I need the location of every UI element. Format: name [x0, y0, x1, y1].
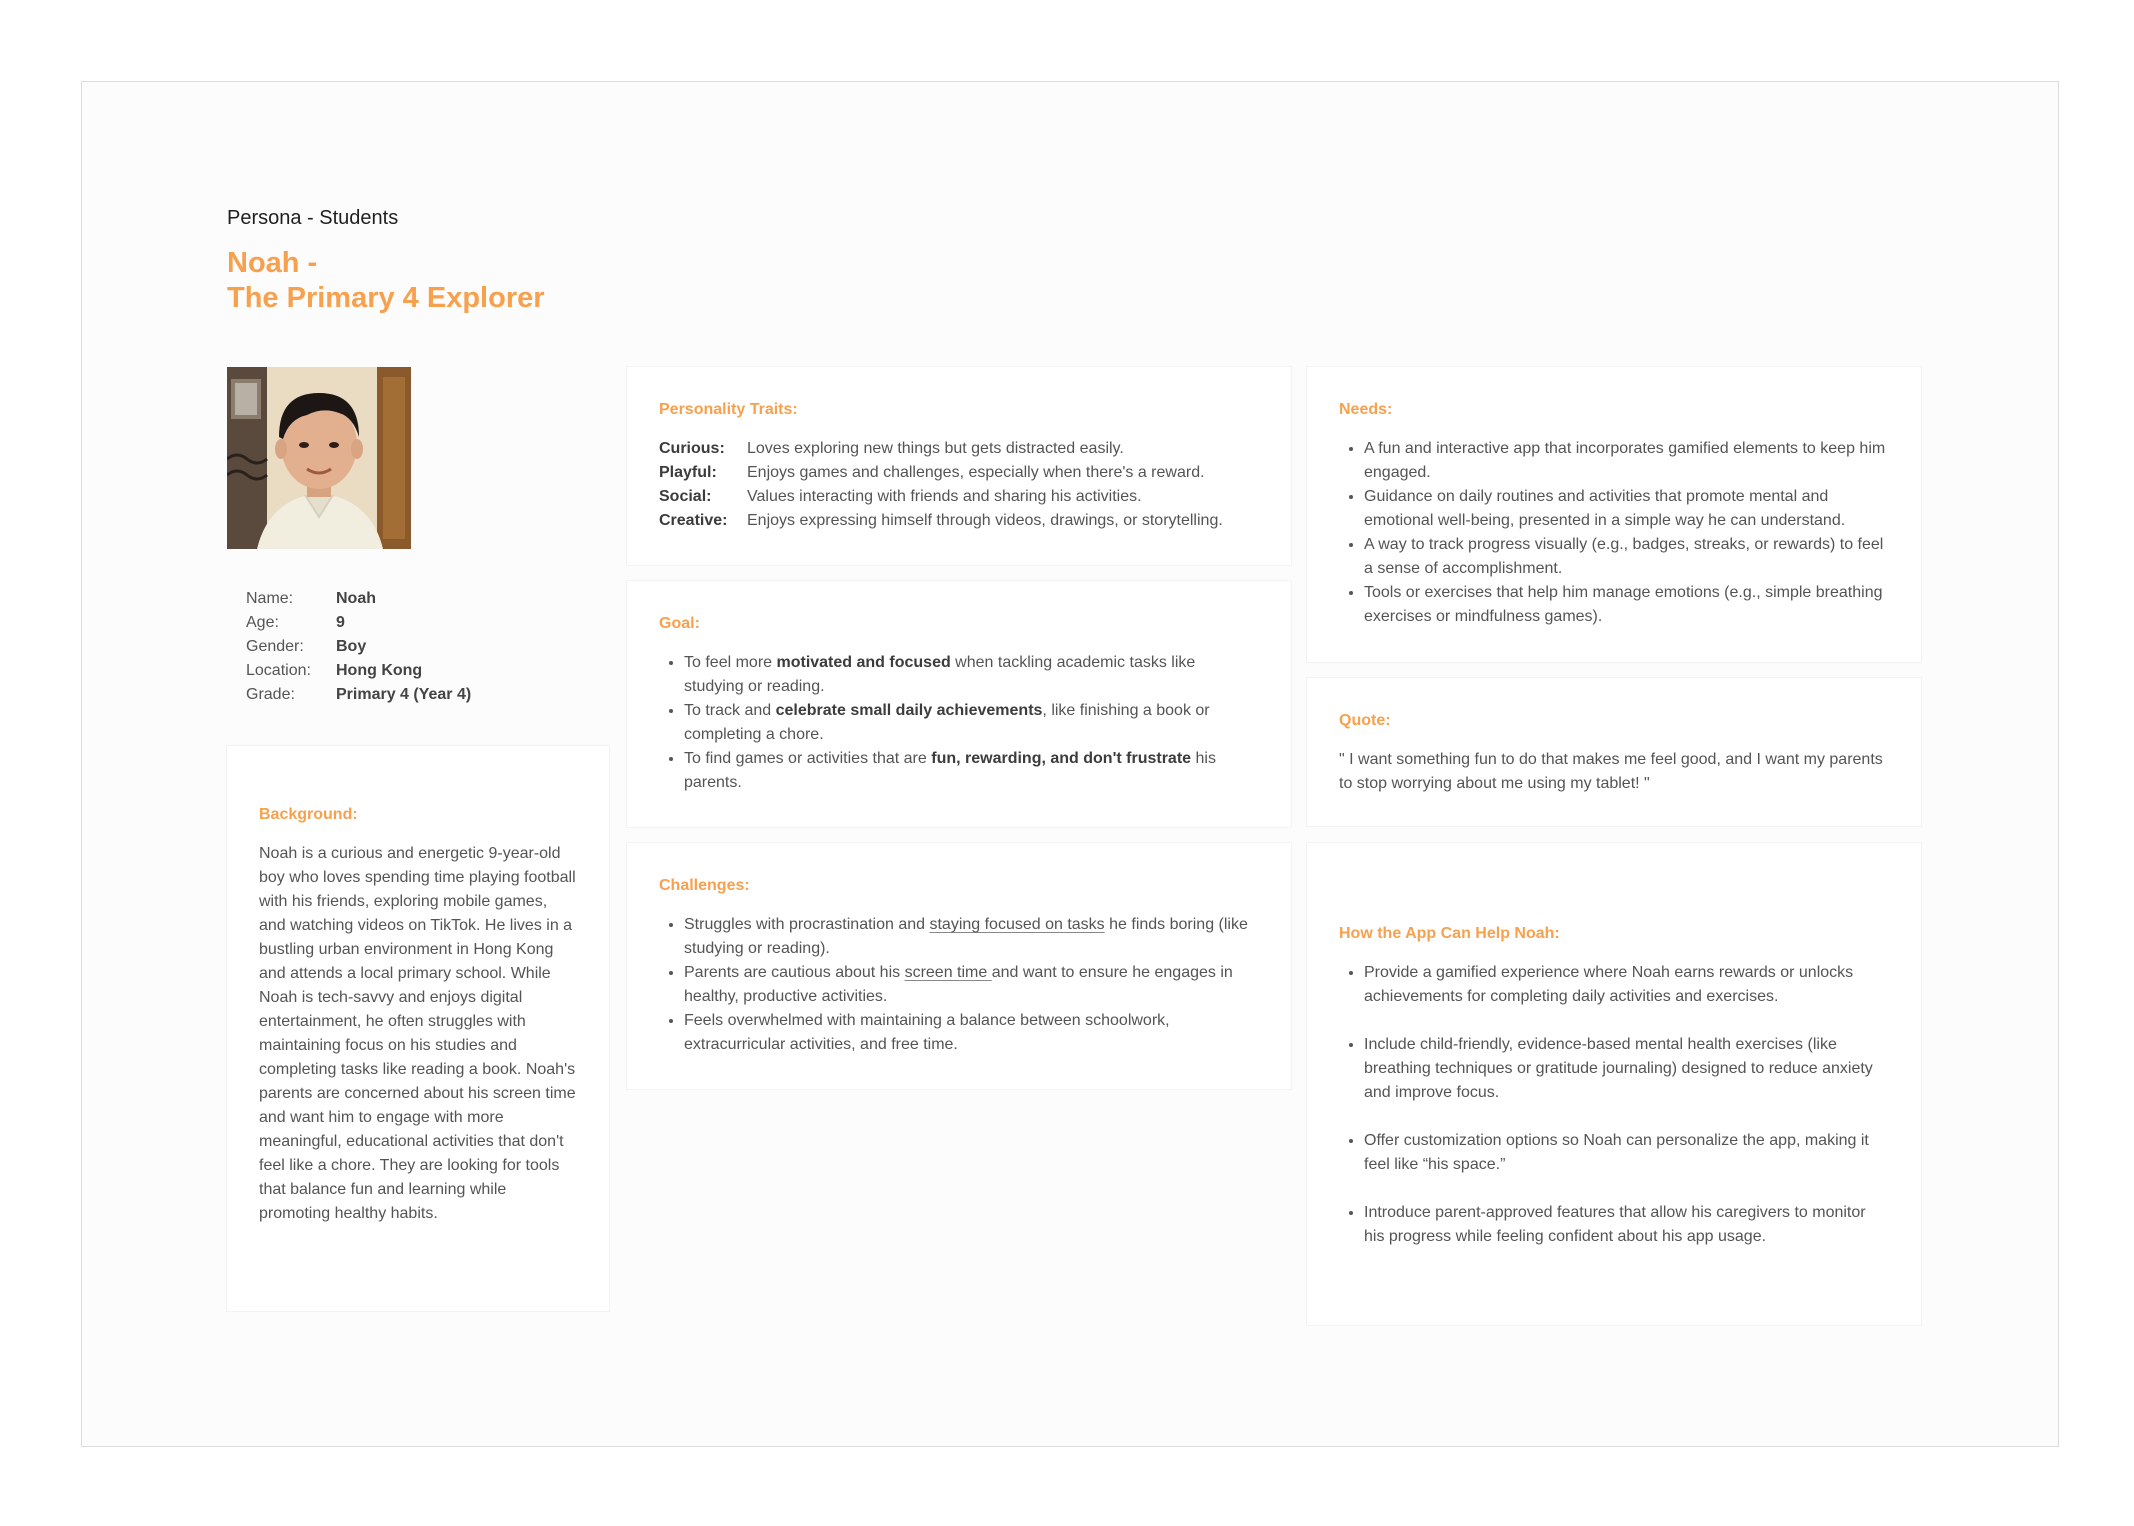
need-item: • Tools or exercises that help him manage emotions (e.g., simple breathing exercises or mindfulness games). [1364, 581, 1889, 629]
needs-list [1339, 437, 1889, 629]
profile-label: Location: [246, 662, 311, 679]
persona-photo [227, 367, 411, 549]
help-heading: How the App Can Help Noah: [1339, 925, 1560, 942]
persona-title-line-2: The Primary 4 Explorer [227, 282, 545, 314]
profile-value: 9 [336, 614, 345, 631]
profile-row-name [246, 587, 471, 611]
challenges-card [627, 843, 1291, 1089]
profile-label: Name: [246, 590, 294, 607]
trait-text: Loves exploring new things but gets distracted easily. [747, 440, 1124, 457]
profile-row-location [246, 659, 471, 683]
trait-row [659, 461, 1223, 485]
challenge-item: • Parents are cautious about his screen time and want to ensure he engages in healthy, productive activities. [684, 961, 1259, 1009]
trait-row [659, 509, 1223, 533]
challenge-item: • Struggles with procrastination and staying focused on tasks he finds boring (like studying or reading). [684, 913, 1259, 961]
section-label: Persona - Students [227, 207, 399, 229]
persona-profile [246, 587, 471, 707]
trait-label: Creative: [659, 512, 728, 529]
background-text: Noah is a curious and energetic 9-year-old boy who loves spending time playing football with his friends, exploring mobile games, and watching videos on TikTok. He lives in a bustling urban environment in Hong Kong and attends a local primary school. While Noah is tech-savvy and enjoys digital entertainment, he often struggles with maintaining focus on his studies and completing tasks like reading a book. Noah's parents are concerned about his screen time and want him to engage with more meaningful, educational activities that don't feel like a chore. They are looking for tools that balance fun and learning while promoting healthy habits. [259, 845, 576, 1222]
personality-card [627, 367, 1291, 565]
persona-title-line-1: Noah - [227, 247, 318, 279]
needs-heading: Needs: [1339, 401, 1393, 418]
goal-list [659, 651, 1259, 795]
quote-text: " I want something fun to do that makes me feel good, and I want my parents to stop worrying about me using my tablet! " [1339, 751, 1883, 792]
background-card [227, 746, 609, 1311]
trait-text: Enjoys games and challenges, especially when there's a reward. [747, 464, 1205, 481]
goal-heading: Goal: [659, 615, 700, 632]
profile-value: Noah [336, 590, 376, 607]
profile-label: Grade: [246, 686, 295, 703]
goal-card [627, 581, 1291, 827]
profile-label: Age: [246, 614, 279, 631]
help-list [1339, 961, 1889, 1249]
challenge-item: • Feels overwhelmed with maintaining a balance between schoolwork, extracurricular activities, and free time. [684, 1009, 1259, 1057]
persona-photo-image [227, 367, 411, 549]
profile-value: Hong Kong [336, 662, 423, 679]
trait-label: Curious: [659, 440, 725, 457]
help-item: • Offer customization options so Noah can personalize the app, making it feel like “his space.” [1364, 1129, 1889, 1177]
profile-value: Primary 4 (Year 4) [336, 686, 472, 703]
goal-item: • To find games or activities that are fun, rewarding, and don't frustrate his parents. [684, 747, 1259, 795]
profile-row-gender [246, 635, 471, 659]
quote-card [1307, 678, 1921, 826]
challenges-list [659, 913, 1259, 1057]
help-card [1307, 843, 1921, 1325]
help-item: • Introduce parent-approved features that allow his caregivers to monitor his progress while feeling confident about his app usage. [1364, 1201, 1889, 1249]
trait-label: Playful: [659, 464, 717, 481]
quote-heading: Quote: [1339, 712, 1391, 729]
trait-text: Values interacting with friends and sharing his activities. [747, 488, 1142, 505]
profile-row-grade [246, 683, 471, 707]
needs-card [1307, 367, 1921, 662]
background-heading: Background: [259, 806, 358, 823]
trait-text: Enjoys expressing himself through videos, drawings, or storytelling. [747, 512, 1223, 529]
personality-heading: Personality Traits: [659, 401, 798, 418]
challenges-heading: Challenges: [659, 877, 750, 894]
trait-row [659, 485, 1223, 509]
personality-traits [659, 437, 1223, 533]
profile-value: Boy [336, 638, 367, 655]
goal-item: • To track and celebrate small daily achievements, like finishing a book or completing a chore. [684, 699, 1259, 747]
help-item: • Include child-friendly, evidence-based mental health exercises (like breathing techniques or gratitude journaling) designed to reduce anxiety and improve focus. [1364, 1033, 1889, 1105]
trait-row [659, 437, 1223, 461]
profile-row-age [246, 611, 471, 635]
goal-item: • To feel more motivated and focused when tackling academic tasks like studying or reading. [684, 651, 1259, 699]
trait-label: Social: [659, 488, 712, 505]
need-item: • Guidance on daily routines and activities that promote mental and emotional well-being, presented in a simple way he can understand. [1364, 485, 1889, 533]
need-item: • A fun and interactive app that incorporates gamified elements to keep him engaged. [1364, 437, 1889, 485]
need-item: • A way to track progress visually (e.g., badges, streaks, or rewards) to feel a sense of accomplishment. [1364, 533, 1889, 581]
profile-label: Gender: [246, 638, 304, 655]
persona-title [227, 246, 545, 316]
help-item: • Provide a gamified experience where Noah earns rewards or unlocks achievements for completing daily activities and exercises. [1364, 961, 1889, 1009]
